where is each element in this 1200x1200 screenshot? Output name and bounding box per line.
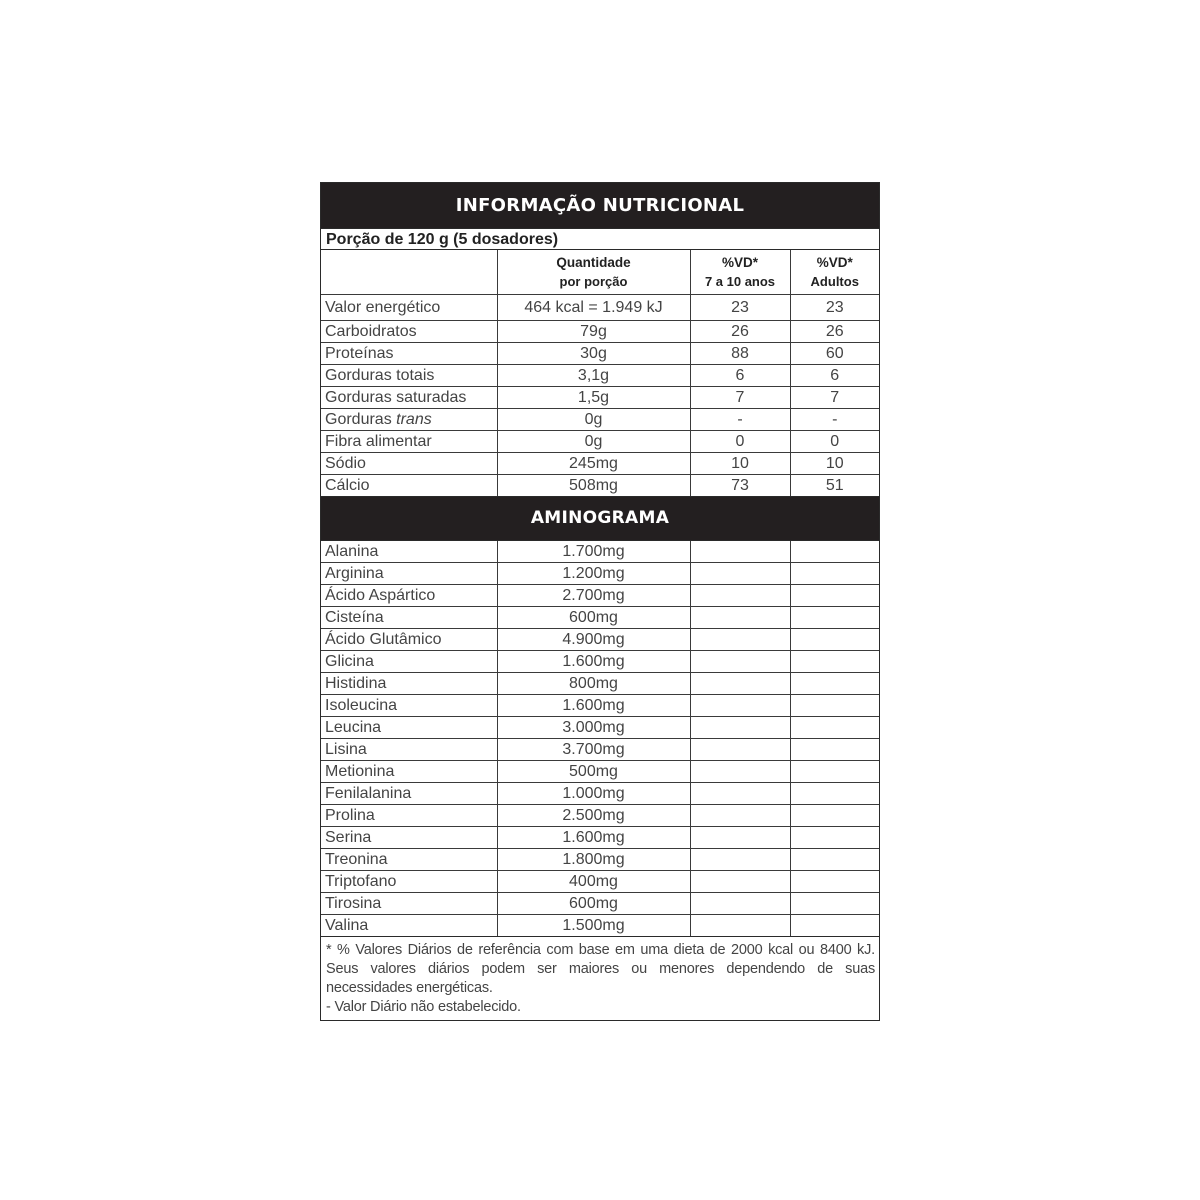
amino-amount: 1.000mg: [497, 783, 690, 805]
nutrient-amount: 0g: [497, 431, 690, 453]
amino-amount: 3.700mg: [497, 739, 690, 761]
nutrient-vd-kids: 10: [690, 453, 790, 475]
nutrient-vd-kids: -: [690, 409, 790, 431]
empty-cell: [790, 761, 879, 783]
amino-name: Prolina: [321, 805, 497, 827]
table-row: [321, 827, 879, 849]
amino-name: Fenilalanina: [321, 783, 497, 805]
nutrient-vd-adults: 10: [790, 453, 879, 475]
table-row: [321, 409, 879, 431]
table-row: [321, 871, 879, 893]
amino-name: Tirosina: [321, 893, 497, 915]
empty-cell: [790, 827, 879, 849]
nutrient-vd-kids: 0: [690, 431, 790, 453]
nutrient-vd-kids: 6: [690, 365, 790, 387]
amino-name: Alanina: [321, 541, 497, 563]
table-row: [321, 739, 879, 761]
table-row: [321, 295, 879, 321]
nutrient-name-trans: [321, 409, 497, 431]
header-quantity-line2: por porção: [559, 274, 628, 289]
empty-cell: [790, 607, 879, 629]
empty-cell: [690, 893, 790, 915]
nutrient-amount: 245mg: [497, 453, 690, 475]
empty-cell: [690, 651, 790, 673]
nutrient-name: Fibra alimentar: [321, 431, 497, 453]
empty-cell: [790, 585, 879, 607]
empty-cell: [790, 849, 879, 871]
table-row: [321, 607, 879, 629]
nutrient-name: Gorduras: [325, 411, 397, 428]
empty-cell: [690, 629, 790, 651]
table-row: [321, 475, 879, 497]
amino-amount: 1.600mg: [497, 651, 690, 673]
table-row: [321, 629, 879, 651]
amino-amount: 3.000mg: [497, 717, 690, 739]
amino-amount: 500mg: [497, 761, 690, 783]
amino-amount: 400mg: [497, 871, 690, 893]
empty-cell: [790, 651, 879, 673]
empty-cell: [690, 695, 790, 717]
empty-cell: [690, 915, 790, 937]
nutrient-name: Gorduras totais: [321, 365, 497, 387]
footnote: [321, 936, 879, 1020]
nutrient-name: Carboidratos: [321, 321, 497, 343]
header-quantity: [497, 250, 690, 295]
amino-name: Glicina: [321, 651, 497, 673]
empty-cell: [790, 717, 879, 739]
amino-amount: 600mg: [497, 893, 690, 915]
footnote-text: * % Valores Diários de referência com base em uma dieta de 2000 kcal ou 8400 kJ. Seus valores diários podem ser maiores ou menores dependendo de suas necessidades energéticas.: [326, 942, 875, 996]
table-row: [321, 761, 879, 783]
nutrient-name: Valor energético: [321, 295, 497, 321]
nutrient-vd-adults: 6: [790, 365, 879, 387]
amino-amount: 600mg: [497, 607, 690, 629]
amino-name: Ácido Aspártico: [321, 585, 497, 607]
amino-name: Valina: [321, 915, 497, 937]
nutrient-name: Sódio: [321, 453, 497, 475]
table-row: [321, 321, 879, 343]
nutrient-vd-adults: 0: [790, 431, 879, 453]
empty-cell: [790, 673, 879, 695]
amino-amount: 2.500mg: [497, 805, 690, 827]
amino-name: Lisina: [321, 739, 497, 761]
amino-name: Triptofano: [321, 871, 497, 893]
amino-name: Serina: [321, 827, 497, 849]
nutrition-table: [321, 250, 879, 496]
amino-name: Metionina: [321, 761, 497, 783]
header-vd-adults-line1: %VD*: [816, 255, 853, 270]
header-vd-kids-line2: 7 a 10 anos: [704, 274, 776, 289]
table-row: [321, 915, 879, 937]
empty-cell: [790, 629, 879, 651]
header-vd-adults-line2: Adultos: [810, 274, 859, 289]
nutrient-amount: 1,5g: [497, 387, 690, 409]
table-row: [321, 695, 879, 717]
nutrient-vd-kids: 88: [690, 343, 790, 365]
amino-name: Arginina: [321, 563, 497, 585]
nutrient-vd-adults: 60: [790, 343, 879, 365]
amino-amount: 4.900mg: [497, 629, 690, 651]
table-row: [321, 387, 879, 409]
table-row: [321, 585, 879, 607]
nutrition-label: [320, 182, 880, 1021]
nutrient-amount: 30g: [497, 343, 690, 365]
nutrient-vd-adults: -: [790, 409, 879, 431]
table-row: [321, 893, 879, 915]
header-quantity-line1: Quantidade: [556, 255, 631, 270]
nutrient-vd-kids: 26: [690, 321, 790, 343]
empty-cell: [790, 893, 879, 915]
nutrient-amount: 464 kcal = 1.949 kJ: [497, 295, 690, 321]
amino-amount: 2.700mg: [497, 585, 690, 607]
empty-cell: [790, 695, 879, 717]
empty-cell: [790, 805, 879, 827]
empty-cell: [690, 739, 790, 761]
table-row: [321, 805, 879, 827]
amino-amount: 800mg: [497, 673, 690, 695]
nutrient-name: Proteínas: [321, 343, 497, 365]
table-row: [321, 365, 879, 387]
table-row: [321, 563, 879, 585]
empty-cell: [690, 849, 790, 871]
amino-amount: 1.500mg: [497, 915, 690, 937]
table-row: [321, 783, 879, 805]
empty-cell: [790, 563, 879, 585]
amino-amount: 1.200mg: [497, 563, 690, 585]
table-row: [321, 343, 879, 365]
empty-cell: [790, 783, 879, 805]
empty-cell: [690, 761, 790, 783]
nutrient-vd-kids: 73: [690, 475, 790, 497]
header-vd-kids: [690, 250, 790, 295]
amino-amount: 1.600mg: [497, 827, 690, 849]
empty-cell: [690, 827, 790, 849]
header-vd-kids-line1: %VD*: [721, 255, 758, 270]
nutrient-amount: 0g: [497, 409, 690, 431]
nutrient-name: Cálcio: [321, 475, 497, 497]
empty-cell: [690, 673, 790, 695]
nutrient-vd-kids: 7: [690, 387, 790, 409]
amino-amount: 1.600mg: [497, 695, 690, 717]
empty-cell: [790, 871, 879, 893]
header-vd-adults: [790, 250, 879, 295]
amino-name: Isoleucina: [321, 695, 497, 717]
amino-name: Treonina: [321, 849, 497, 871]
nutrient-amount: 3,1g: [497, 365, 690, 387]
portion-size: Porção de 120 g (5 dosadores): [321, 229, 879, 250]
table-row: [321, 673, 879, 695]
header-nutrient: [321, 250, 497, 295]
empty-cell: [690, 717, 790, 739]
aminogram-title: AMINOGRAMA: [321, 496, 879, 541]
nutrient-vd-adults: 26: [790, 321, 879, 343]
amino-name: Leucina: [321, 717, 497, 739]
nutrient-name-italic: trans: [396, 411, 432, 428]
table-row: [321, 541, 879, 563]
nutrition-header-row: [321, 250, 879, 295]
table-row: [321, 717, 879, 739]
table-row: [321, 431, 879, 453]
nutrient-amount: 508mg: [497, 475, 690, 497]
empty-cell: [790, 541, 879, 563]
footnote-dash-text: - Valor Diário não estabelecido.: [326, 999, 521, 1015]
nutrient-amount: 79g: [497, 321, 690, 343]
amino-name: Cisteína: [321, 607, 497, 629]
amino-amount: 1.800mg: [497, 849, 690, 871]
aminogram-table: [321, 541, 879, 936]
amino-name: Histidina: [321, 673, 497, 695]
empty-cell: [690, 783, 790, 805]
nutrient-vd-adults: 23: [790, 295, 879, 321]
empty-cell: [690, 871, 790, 893]
nutrient-name: Gorduras saturadas: [321, 387, 497, 409]
empty-cell: [690, 607, 790, 629]
empty-cell: [690, 805, 790, 827]
amino-name: Ácido Glutâmico: [321, 629, 497, 651]
empty-cell: [690, 585, 790, 607]
empty-cell: [690, 563, 790, 585]
table-row: [321, 651, 879, 673]
nutrient-vd-adults: 7: [790, 387, 879, 409]
empty-cell: [690, 541, 790, 563]
empty-cell: [790, 739, 879, 761]
table-row: [321, 849, 879, 871]
table-row: [321, 453, 879, 475]
nutrient-vd-kids: 23: [690, 295, 790, 321]
label-title: INFORMAÇÃO NUTRICIONAL: [321, 183, 879, 229]
nutrient-vd-adults: 51: [790, 475, 879, 497]
empty-cell: [790, 915, 879, 937]
amino-amount: 1.700mg: [497, 541, 690, 563]
